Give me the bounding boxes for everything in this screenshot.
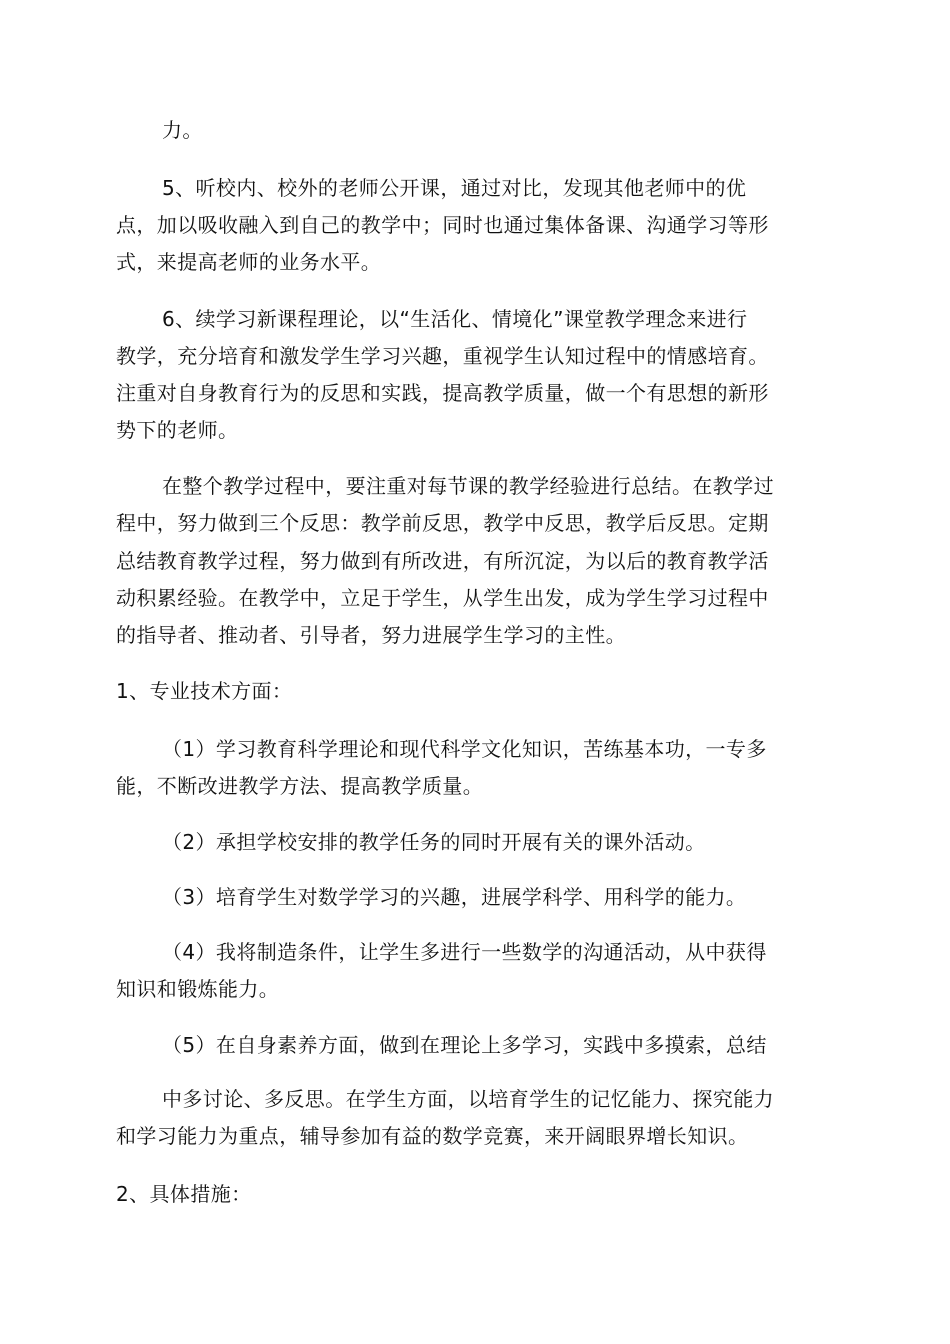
text-line: （2）承担学校安排的教学任务的同时开展有关的课外活动。 xyxy=(162,830,706,854)
section-heading: 2、具体措施： xyxy=(116,1182,252,1206)
text-line: 点，加以吸收融入到自己的教学中；同时也通过集体备课、沟通学习等形 xyxy=(116,213,769,237)
text-line: 注重对自身教育行为的反思和实践，提高教学质量，做一个有思想的新形 xyxy=(116,381,769,405)
text-line: 程中，努力做到三个反思：教学前反思，教学中反思，教学后反思。定期 xyxy=(116,511,769,535)
text-line: 式，来提高老师的业务水平。 xyxy=(116,250,382,274)
text-line: （3）培育学生对数学学习的兴趣，进展学科学、用科学的能力。 xyxy=(162,885,747,909)
text-line: 6、续学习新课程理论，以“生活化、情境化”课堂教学理念来进行 xyxy=(162,307,748,331)
text-line: （1）学习教育科学理论和现代科学文化知识，苦练基本功，一专多 xyxy=(162,737,767,761)
text-line: 的指导者、推动者、引导者，努力进展学生学习的主性。 xyxy=(116,623,626,647)
text-line: 总结教育教学过程，努力做到有所改进，有所沉淀，为以后的教育教学活 xyxy=(116,549,769,573)
text-line: 和学习能力为重点，辅导参加有益的数学竞赛，来开阔眼界增长知识。 xyxy=(116,1124,749,1148)
text-line: 动积累经验。在教学中，立足于学生，从学生出发，成为学生学习过程中 xyxy=(116,586,769,610)
section-heading: 1、专业技术方面： xyxy=(116,679,293,703)
text-line: （4）我将制造条件，让学生多进行一些数学的沟通活动，从中获得 xyxy=(162,940,767,964)
text-line: 5、听校内、校外的老师公开课，通过对比，发现其他老师中的优 xyxy=(162,176,747,200)
text-line: 中多讨论、多反思。在学生方面，以培育学生的记忆能力、探究能力 xyxy=(162,1087,774,1111)
text-line: （5）在自身素养方面，做到在理论上多学习，实践中多摸索，总结 xyxy=(162,1033,767,1057)
text-line: 教学，充分培育和激发学生学习兴趣，重视学生认知过程中的情感培育。 xyxy=(116,344,769,368)
text-line: 知识和锻炼能力。 xyxy=(116,977,280,1001)
text-line: 在整个教学过程中，要注重对每节课的教学经验进行总结。在教学过 xyxy=(162,474,774,498)
text-line: 力。 xyxy=(162,118,203,142)
text-line: 势下的老师。 xyxy=(116,418,239,442)
text-line: 能，不断改进教学方法、提高教学质量。 xyxy=(116,774,484,798)
